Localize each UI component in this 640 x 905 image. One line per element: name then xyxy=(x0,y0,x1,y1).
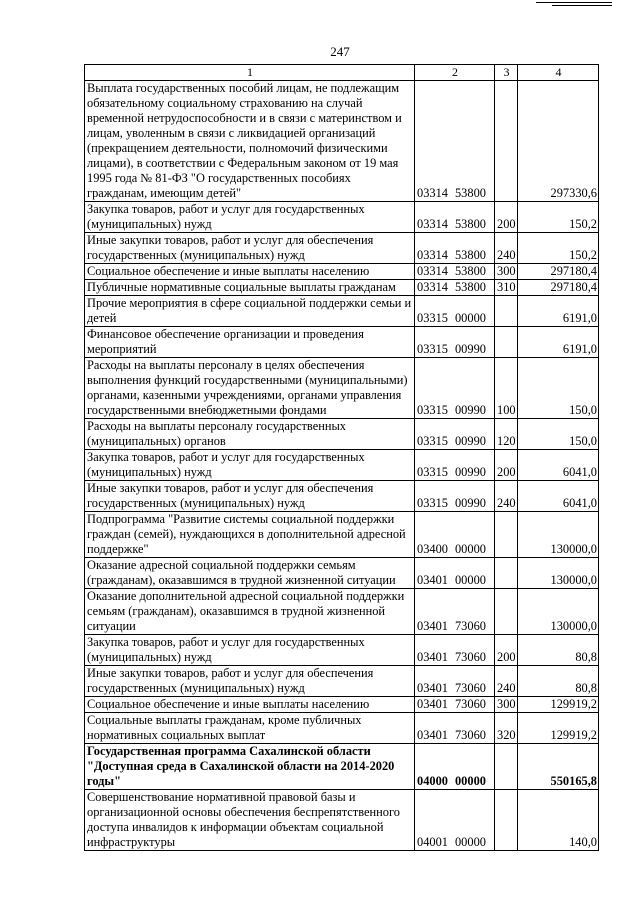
code-direction: 73060 xyxy=(454,619,486,633)
table-row xyxy=(85,296,599,327)
table-row xyxy=(85,635,599,666)
code-program: 03401 xyxy=(417,573,448,587)
table-row xyxy=(85,280,599,296)
row-name: Прочие мероприятия в сфере социальной поддержки семьи и детей xyxy=(85,296,415,327)
row-code xyxy=(415,81,495,202)
row-expense-type xyxy=(495,558,518,589)
code-direction: 53800 xyxy=(454,186,486,200)
row-expense-type: 120 xyxy=(495,419,518,450)
table-row xyxy=(85,419,599,450)
row-amount: 297180,4 xyxy=(518,264,599,280)
row-amount: 297180,4 xyxy=(518,280,599,296)
table-row xyxy=(85,713,599,744)
table-row xyxy=(85,589,599,635)
code-program: 03315 xyxy=(417,403,448,417)
row-code xyxy=(415,481,495,512)
table-row xyxy=(85,327,599,358)
row-code xyxy=(415,358,495,419)
corner-marks xyxy=(536,2,612,8)
row-name: Оказание адресной социальной поддержки семьям (гражданам), оказавшимся в трудной жизненной ситуации xyxy=(85,558,415,589)
row-expense-type: 320 xyxy=(495,713,518,744)
code-direction: 00000 xyxy=(454,542,486,556)
row-code xyxy=(415,264,495,280)
table-row xyxy=(85,558,599,589)
row-name: Закупка товаров, работ и услуг для государственных (муниципальных) нужд xyxy=(85,635,415,666)
code-direction: 73060 xyxy=(454,681,486,695)
row-amount: 80,8 xyxy=(518,666,599,697)
code-program: 03314 xyxy=(417,264,448,278)
row-amount: 130000,0 xyxy=(518,512,599,558)
row-name: Иные закупки товаров, работ и услуг для обеспечения государственных (муниципальных) нужд xyxy=(85,481,415,512)
code-program: 03314 xyxy=(417,217,448,231)
row-code xyxy=(415,450,495,481)
row-name: Расходы на выплаты персоналу государственных (муниципальных) органов xyxy=(85,419,415,450)
code-program: 04001 xyxy=(417,835,448,849)
row-expense-type: 200 xyxy=(495,202,518,233)
row-name: Закупка товаров, работ и услуг для государственных (муниципальных) нужд xyxy=(85,202,415,233)
row-code xyxy=(415,327,495,358)
row-name: Социальное обеспечение и иные выплаты населению xyxy=(85,697,415,713)
row-name: Социальное обеспечение и иные выплаты населению xyxy=(85,264,415,280)
row-amount: 129919,2 xyxy=(518,713,599,744)
row-amount: 6191,0 xyxy=(518,327,599,358)
row-amount: 6041,0 xyxy=(518,481,599,512)
code-direction: 53800 xyxy=(454,217,486,231)
table-row xyxy=(85,202,599,233)
row-expense-type xyxy=(495,327,518,358)
row-name: Финансовое обеспечение организации и проведения мероприятий xyxy=(85,327,415,358)
row-name: Государственная программа Сахалинской области "Доступная среда в Сахалинской области на 2014-2020 годы" xyxy=(85,744,415,790)
row-code xyxy=(415,296,495,327)
code-direction: 00000 xyxy=(454,835,486,849)
code-direction: 73060 xyxy=(454,728,486,742)
row-expense-type xyxy=(495,296,518,327)
row-amount: 150,0 xyxy=(518,358,599,419)
row-code xyxy=(415,280,495,296)
code-direction: 53800 xyxy=(454,264,486,278)
code-direction: 00000 xyxy=(454,774,486,788)
code-program: 03401 xyxy=(417,619,448,633)
row-expense-type xyxy=(495,790,518,851)
code-program: 03315 xyxy=(417,496,448,510)
row-amount: 6041,0 xyxy=(518,450,599,481)
code-program: 03401 xyxy=(417,697,448,711)
row-expense-type xyxy=(495,589,518,635)
code-program: 03314 xyxy=(417,248,448,262)
row-amount: 130000,0 xyxy=(518,558,599,589)
code-direction: 53800 xyxy=(454,248,486,262)
row-expense-type xyxy=(495,81,518,202)
row-name: Совершенствование нормативной правовой базы и организационной основы обеспечения беспрепятственного доступа инвалидов к информации объектам социальной инфраструктуры xyxy=(85,790,415,851)
row-amount: 140,0 xyxy=(518,790,599,851)
row-code xyxy=(415,790,495,851)
code-program: 03314 xyxy=(417,280,448,294)
row-expense-type: 310 xyxy=(495,280,518,296)
row-code xyxy=(415,589,495,635)
row-expense-type: 200 xyxy=(495,635,518,666)
header-col-1: 1 xyxy=(85,65,415,81)
row-code xyxy=(415,635,495,666)
row-name: Подпрограмма "Развитие системы социальной поддержки граждан (семей), нуждающихся в дополнительной адресной поддержке" xyxy=(85,512,415,558)
code-direction: 00000 xyxy=(454,311,486,325)
code-program: 03314 xyxy=(417,186,448,200)
row-name: Закупка товаров, работ и услуг для государственных (муниципальных) нужд xyxy=(85,450,415,481)
row-expense-type xyxy=(495,512,518,558)
table-row xyxy=(85,744,599,790)
code-program: 03315 xyxy=(417,434,448,448)
table-row xyxy=(85,481,599,512)
table-row xyxy=(85,358,599,419)
code-direction: 00990 xyxy=(454,465,486,479)
row-expense-type: 240 xyxy=(495,666,518,697)
row-expense-type: 240 xyxy=(495,481,518,512)
row-amount: 150,2 xyxy=(518,233,599,264)
row-expense-type: 300 xyxy=(495,264,518,280)
row-expense-type: 300 xyxy=(495,697,518,713)
row-code xyxy=(415,697,495,713)
code-direction: 00990 xyxy=(454,434,486,448)
row-name: Расходы на выплаты персоналу в целях обеспечения выполнения функций государственными (муниципальными) органами, казенными учреждениями, органами управления государственными внебюджетными фондами xyxy=(85,358,415,419)
header-col-2: 2 xyxy=(415,65,495,81)
row-name: Публичные нормативные социальные выплаты гражданам xyxy=(85,280,415,296)
table-row xyxy=(85,512,599,558)
table-row xyxy=(85,666,599,697)
row-name: Оказание дополнительной адресной социальной поддержки семьям (гражданам), оказавшимся в трудной жизненной ситуации xyxy=(85,589,415,635)
row-amount: 80,8 xyxy=(518,635,599,666)
row-code xyxy=(415,713,495,744)
code-direction: 73060 xyxy=(454,650,486,664)
table-row xyxy=(85,697,599,713)
header-col-3: 3 xyxy=(495,65,518,81)
row-code xyxy=(415,666,495,697)
table-row xyxy=(85,790,599,851)
code-program: 03315 xyxy=(417,465,448,479)
row-code xyxy=(415,202,495,233)
row-name: Социальные выплаты гражданам, кроме публичных нормативных социальных выплат xyxy=(85,713,415,744)
code-program: 03315 xyxy=(417,342,448,356)
header-col-4: 4 xyxy=(518,65,599,81)
row-name: Иные закупки товаров, работ и услуг для обеспечения государственных (муниципальных) нужд xyxy=(85,666,415,697)
table-row xyxy=(85,450,599,481)
code-direction: 00000 xyxy=(454,573,486,587)
row-code xyxy=(415,558,495,589)
row-code xyxy=(415,744,495,790)
code-direction: 00990 xyxy=(454,496,486,510)
row-amount: 150,0 xyxy=(518,419,599,450)
code-program: 04000 xyxy=(417,774,448,788)
row-name: Выплата государственных пособий лицам, не подлежащим обязательному социальному страхованию на случай временной нетрудоспособности и в связи с материнством и лицам, уволенным в связи с ликвидацией организаций (прекращением деятельности, полномочий физическими лицами), в соответствии с Федеральным законом от 19 мая 1995 года № 81-ФЗ "О государственных пособиях гражданам, имеющим детей" xyxy=(85,81,415,202)
code-program: 03401 xyxy=(417,681,448,695)
code-program: 03401 xyxy=(417,650,448,664)
code-program: 03401 xyxy=(417,728,448,742)
row-code xyxy=(415,233,495,264)
code-direction: 53800 xyxy=(454,280,486,294)
row-expense-type: 240 xyxy=(495,233,518,264)
code-program: 03315 xyxy=(417,311,448,325)
table-row xyxy=(85,233,599,264)
row-amount: 550165,8 xyxy=(518,744,599,790)
table-row xyxy=(85,81,599,202)
row-amount: 6191,0 xyxy=(518,296,599,327)
page-number: 247 xyxy=(330,44,350,59)
row-expense-type: 100 xyxy=(495,358,518,419)
code-program: 03400 xyxy=(417,542,448,556)
budget-table xyxy=(84,64,599,851)
row-amount: 297330,6 xyxy=(518,81,599,202)
code-direction: 00990 xyxy=(454,342,486,356)
row-expense-type: 200 xyxy=(495,450,518,481)
row-expense-type xyxy=(495,744,518,790)
code-direction: 00990 xyxy=(454,403,486,417)
row-name: Иные закупки товаров, работ и услуг для обеспечения государственных (муниципальных) нужд xyxy=(85,233,415,264)
table-row xyxy=(85,264,599,280)
row-amount: 150,2 xyxy=(518,202,599,233)
row-amount: 130000,0 xyxy=(518,589,599,635)
row-code xyxy=(415,512,495,558)
table-header-row xyxy=(85,65,599,81)
code-direction: 73060 xyxy=(454,697,486,711)
row-code xyxy=(415,419,495,450)
row-amount: 129919,2 xyxy=(518,697,599,713)
